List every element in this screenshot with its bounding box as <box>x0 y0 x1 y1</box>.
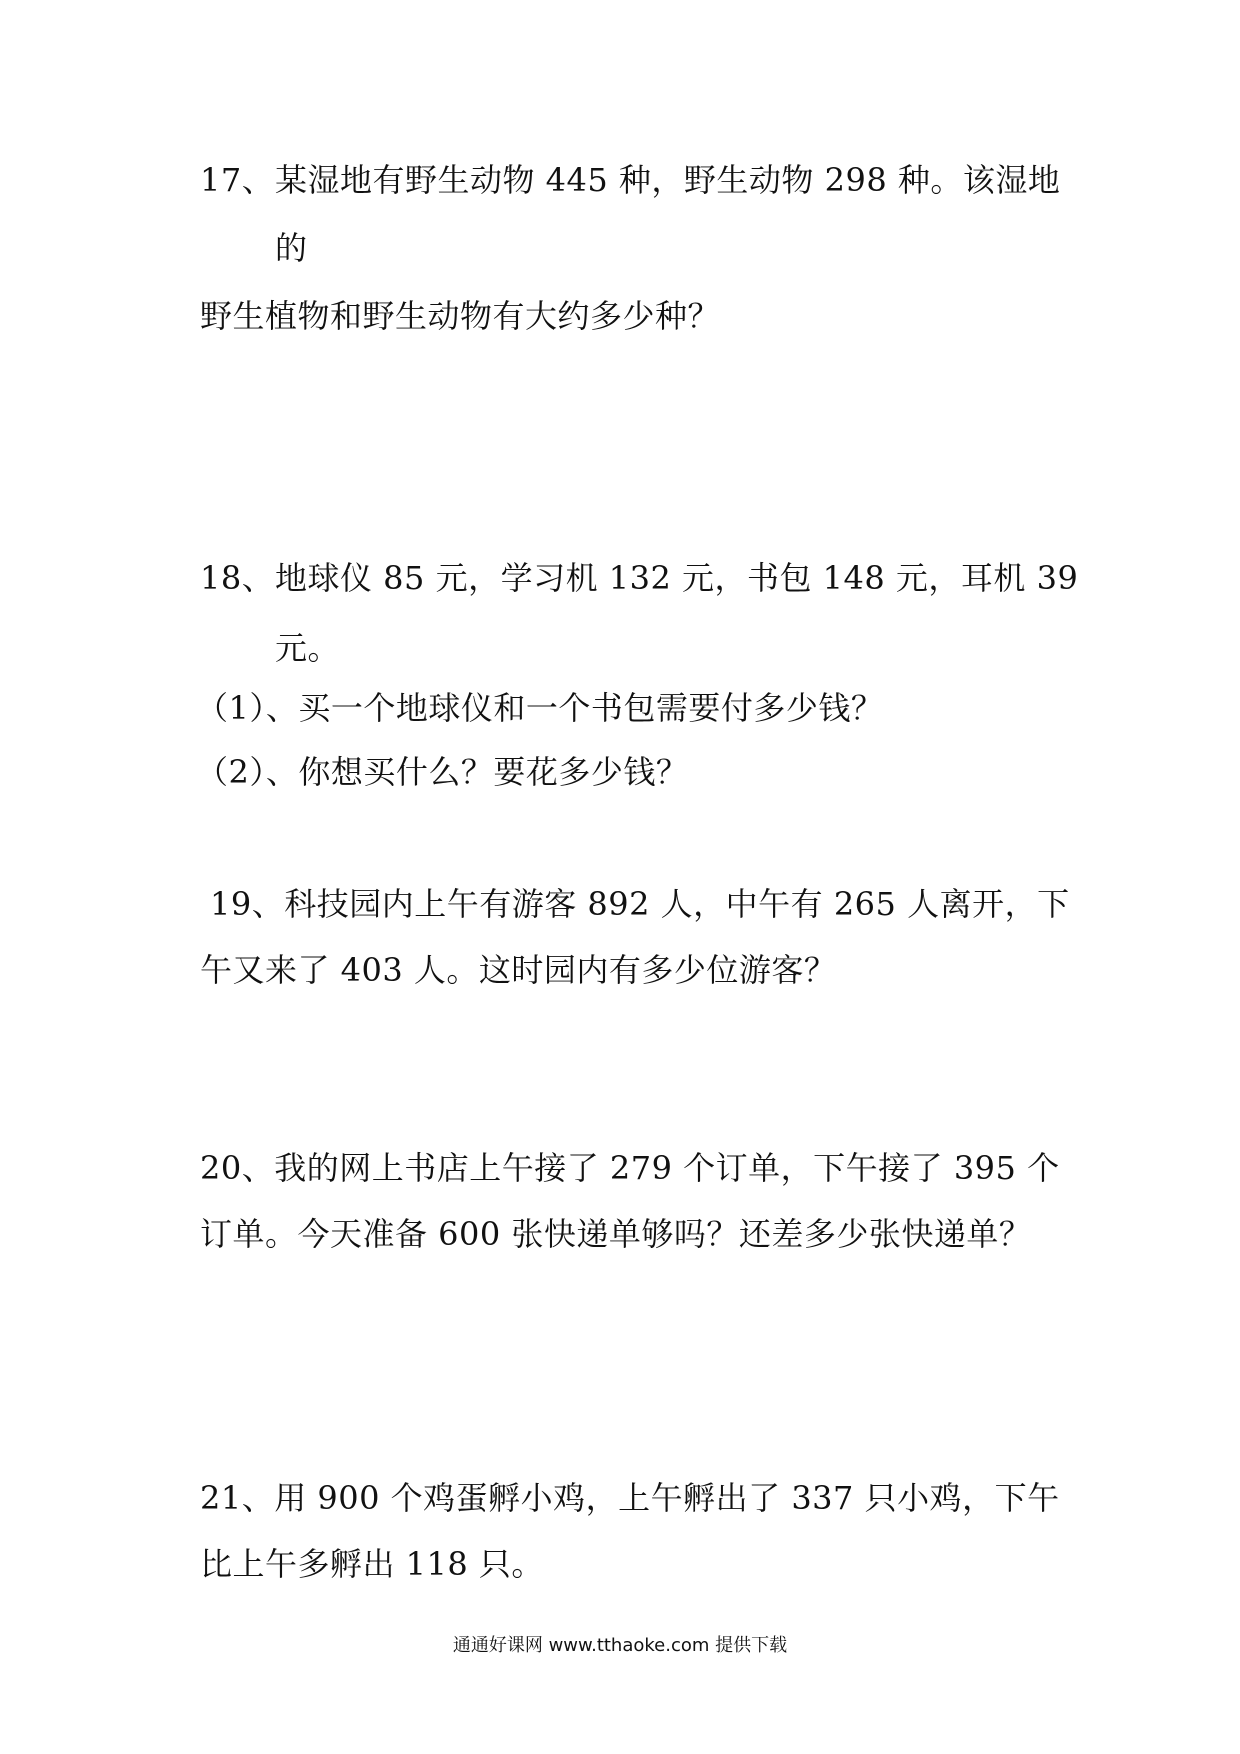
page-footer: 通通好课网 www.tthaoke.com 提供下载 <box>452 1635 788 1656</box>
q21-line1: 21、用 900 个鸡蛋孵小鸡，上午孵出了 337 只小鸡，下午 <box>200 1479 1060 1517</box>
q21-line2: 比上午多孵出 118 只。 <box>200 1545 544 1583</box>
q18-sub1: （1）、买一个地球仪和一个书包需要付多少钱？ <box>196 689 884 727</box>
q18-line2: 元。 <box>275 629 341 667</box>
q17-line3: 野生植物和野生动物有大约多少种？ <box>200 297 721 335</box>
q19-line2: 午又来了 403 人。这时园内有多少位游客？ <box>200 951 837 989</box>
q19-line1: 19、科技园内上午有游客 892 人，中午有 265 人离开，下 <box>210 885 1070 923</box>
q18-number: 18、 <box>200 559 275 597</box>
q20-line1: 20、我的网上书店上午接了 279 个订单，下午接了 395 个 <box>200 1149 1060 1187</box>
q18-sub2: （2）、你想买什么？要花多少钱？ <box>196 753 689 791</box>
q17-number: 17、 <box>200 161 275 199</box>
q17-line2: 的 <box>275 229 308 267</box>
q20-line2: 订单。今天准备 600 张快递单够吗？还差多少张快递单？ <box>200 1215 1032 1253</box>
q17-line1: 某湿地有野生动物 445 种，野生动物 298 种。该湿地 <box>275 161 1061 199</box>
q18-line1: 地球仪 85 元，学习机 132 元，书包 148 元，耳机 39 <box>275 559 1079 597</box>
